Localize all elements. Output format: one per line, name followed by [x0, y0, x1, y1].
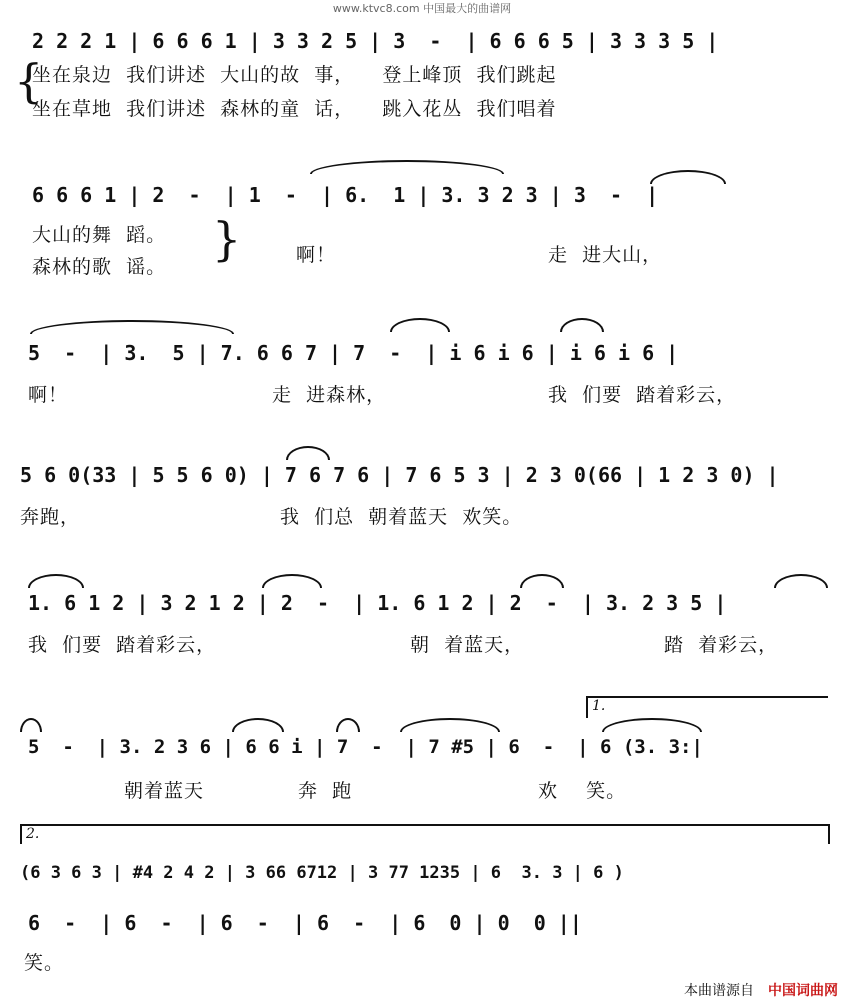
lyric-line-2-verse-1: 大山的舞 蹈。: [32, 224, 167, 246]
lyric-line-5-a: 我 们要 踏着彩云，: [28, 634, 217, 656]
notation-line-7: 6 - | 6 - | 6 - | 6 - | 6 0 | 0 0 ||: [28, 911, 582, 935]
lyric-line-4-b: 我 们总 朝着蓝天 欢笑。: [280, 506, 523, 528]
lyric-line-6-c: 欢 笑。: [538, 780, 627, 802]
source-credit: [684, 980, 838, 1000]
notation-line-3: 5 - | 3. 5 | 7. 6 6 7 | 7 - | i 6 i 6 | i 6 i 6 |: [28, 341, 679, 365]
lyric-line-2-verse-2: 森林的歌 谣。: [32, 256, 167, 278]
source-label: 本曲谱源自: [684, 983, 754, 999]
lyric-line-7: 笑。: [24, 952, 65, 974]
slur: [560, 318, 604, 332]
notation-line-4: 5 6 0(33 | 5 5 6 0) | 7 6 7 6 | 7 6 5 3 | 2 3 0(66 | 1 2 3 0) |: [20, 463, 779, 487]
notation-line-2: 6 6 6 1 | 2 - | 1 - | 6. 1 | 3. 3 2 3 | 3 - |: [32, 183, 659, 207]
lyric-line-5-b: 朝 着蓝天，: [410, 634, 525, 656]
lyric-line-5-c: 踏 着彩云，: [664, 634, 779, 656]
slur: [30, 320, 234, 334]
notation-line-6: 5 - | 3. 2 3 6 | 6 6 i | 7 - | 7 #5 | 6 - | 6 (3. 3:|: [28, 736, 703, 758]
notation-line-5: 1. 6 1 2 | 3 2 1 2 | 2 - | 1. 6 1 2 | 2 - | 3. 2 3 5 |: [28, 591, 727, 615]
lyric-line-3-c: 我 们要 踏着彩云，: [548, 384, 737, 406]
volta-2: 2.: [20, 824, 830, 844]
lyric-line-1-verse-1: 坐在泉边 我们讲述 大山的故 事， 登上峰顶 我们跳起: [32, 64, 557, 86]
brand-link[interactable]: 中国词曲网: [768, 983, 838, 999]
lyric-line-3-a: 啊！: [28, 384, 69, 406]
lyric-line-6-a: 朝着蓝天: [124, 780, 205, 802]
lyric-line-3-b: 走 进森林，: [272, 384, 387, 406]
lyric-enter-mountain: 走 进大山，: [548, 244, 663, 266]
lyric-line-4-a: 奔跑，: [20, 506, 81, 528]
verse-brace: {: [14, 54, 44, 108]
notation-line-1: 2 2 2 1 | 6 6 6 1 | 3 3 2 5 | 3 - | 6 6 6 5 | 3 3 3 5 |: [32, 29, 719, 53]
verse-close-brace: }: [212, 212, 242, 266]
lyric-line-1-verse-2: 坐在草地 我们讲述 森林的童 话， 跳入花丛 我们唱着: [32, 98, 557, 120]
notation-accompaniment: (6 3 6 3 | #4 2 4 2 | 3 66 6712 | 3 77 1235 | 6 3. 3 | 6 ): [20, 863, 624, 883]
lyric-line-6-b: 奔 跑: [298, 780, 353, 802]
slur: [390, 318, 450, 332]
slur: [310, 160, 504, 174]
lyric-ah: 啊！: [296, 244, 337, 266]
volta-1: 1.: [586, 696, 828, 718]
site-url: www.ktvc8.com 中国最大的曲谱网: [332, 2, 512, 15]
